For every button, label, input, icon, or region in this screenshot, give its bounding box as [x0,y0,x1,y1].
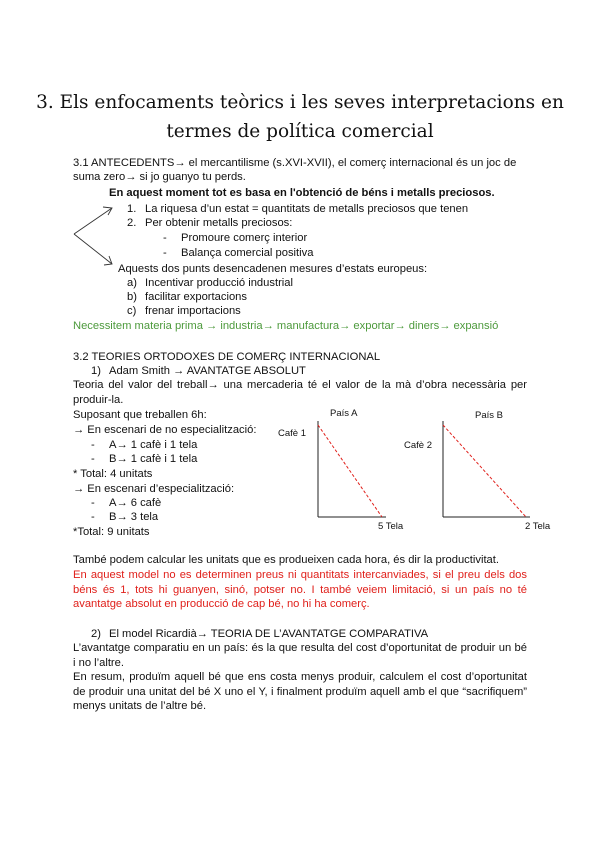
list-item: B→ 1 cafè i 1 tela [109,453,198,465]
production-frontier-line [318,425,382,517]
y-axis-label: Cafè 1 [278,428,306,439]
list-item: B→ 3 tela [109,511,159,523]
sub-list-item: Balança comercial positiva [181,247,314,259]
sub-list-dash: - [163,247,167,259]
red-model-paragraph: En aquest model no es determinen preus ni quantitats intercanviades, si el preu dels dos béns és 1, tots hi guanyen, sinó, potser no. I també veiem limitació, si un país no té avantatge absolut en producció de cap bé, no hi ha comerç. [73,569,527,610]
no-specialization-line: → En escenari de no especialització: [73,424,257,436]
consequence-text: Aquests dos punts desencadenen mesures d’estats europeus: [118,263,428,275]
summary-paragraph: En resum, produïm aquell bé que ens costa menys produir, calculem el cost d’oportunitat de produir una unitat del bé X uno el Y, i finalment produïm aquell amb el que “sacrifiquem” menys unitats de l’altre bé. [73,671,527,712]
list-letter: b) [127,291,137,303]
comparative-advantage-paragraph: L’avantatge comparatiu en un país: és la que resulta del cost d’oportunitat de produir un bé i no l’altre. [73,642,527,669]
x-axis-label: 2 Tela [525,521,551,532]
production-frontier-line [443,425,526,517]
list-item: frenar importacions [145,305,241,317]
list-letter: a) [127,277,137,289]
total-line: * Total: 4 unitats [73,468,153,480]
list-item: La riquesa d’un estat = quantitats de metalls preciosos que tenen [145,203,469,215]
list-letter: c) [127,305,137,317]
section-3-1-heading: 3.1 ANTECEDENTS→ el mercantilisme (s.XVI-XVII), el comerç internacional és un joc de [73,157,517,169]
chart-title: País A [330,408,358,419]
section-3-2-heading: 3.2 TEORIES ORTODOXES DE COMERÇ INTERNACIONAL [73,351,381,363]
chart-pais-a [270,405,415,535]
list-dash: - [91,439,95,451]
suposant-line: Suposant que treballen 6h: [73,409,207,421]
y-axis-label: Cafè 2 [404,440,432,451]
chart-pais-b [400,405,560,535]
chart-title: País B [475,410,503,421]
sub-list-item: Promoure comerç interior [181,232,308,244]
list-item: Per obtenir metalls preciosos: [145,217,293,229]
total-line: *Total: 9 unitats [73,526,150,538]
list-item-number: 2. [127,217,137,229]
document-title-line-1: 3. Els enfocaments teòrics i les seves interpretacions en [36,92,564,113]
list-item: A→ 1 cafè i 1 tela [109,439,198,451]
list-dash: - [91,511,95,523]
list-item-number: 1. [127,203,137,215]
bold-statement: En aquest moment tot es basa en l'obtenció de béns i metalls preciosos. [109,187,495,199]
green-flow-line: Necessitem materia prima → industria→ manufactura→ exportar→ diners→ expansió [73,320,499,332]
bracket-arrows-diagram [66,200,122,270]
labor-value-paragraph: Teoria del valor del treball→ una mercaderia té el valor de la mà d’obra necessària per produir-la. [73,379,527,406]
sub-heading-number: 2) [91,628,101,640]
section-3-1-heading-cont: suma zero→ si jo guanyo tu perds. [73,171,246,183]
sub-heading-number: 1) [91,365,101,377]
ricardian-heading: El model Ricardià→ TEORIA DE L’AVANTATGE COMPARATIVA [109,628,429,640]
list-item: facilitar exportacions [145,291,247,303]
adam-smith-heading: Adam Smith → AVANTATGE ABSOLUT [109,365,306,377]
list-item: Incentivar producció industrial [145,277,293,289]
x-axis-label: 5 Tela [378,521,404,532]
document-title-line-2: termes de política comercial [166,121,434,142]
productivity-line: També podem calcular les unitats que es produeixen cada hora, és dir la productivitat. [73,554,499,566]
specialization-line: → En escenari d’especialització: [73,483,235,495]
list-dash: - [91,453,95,465]
list-item: A→ 6 cafè [109,497,162,509]
sub-list-dash: - [163,232,167,244]
list-dash: - [91,497,95,509]
